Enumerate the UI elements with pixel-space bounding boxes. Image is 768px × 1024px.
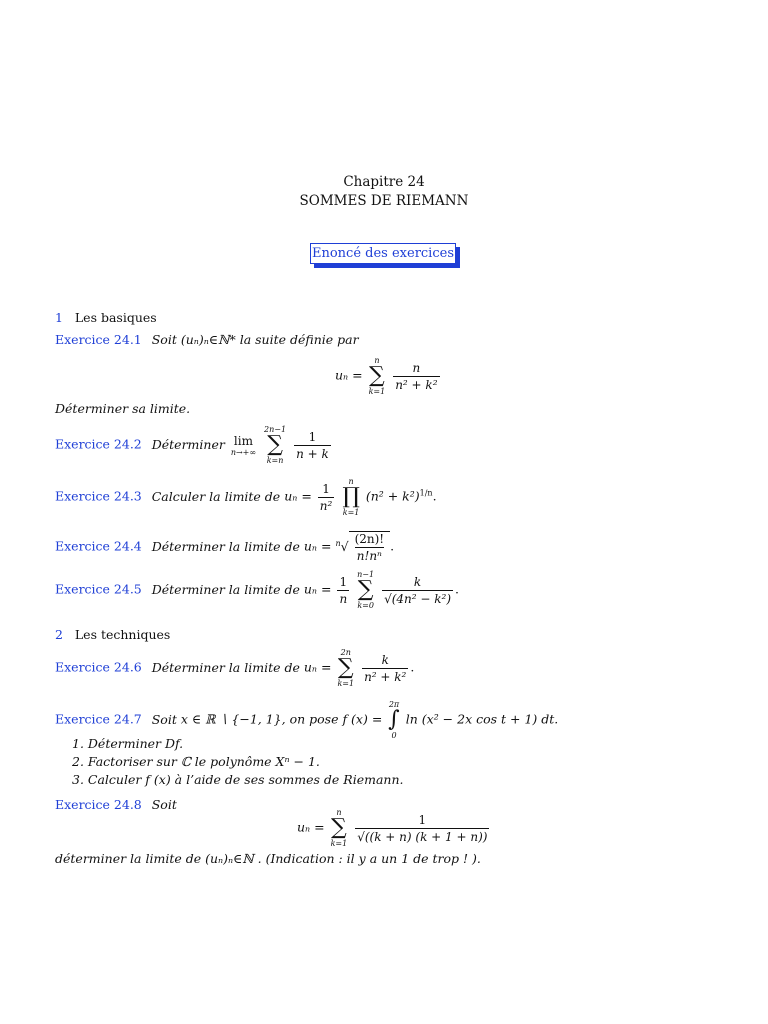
exercise-24-1-question: Déterminer sa limite. — [55, 401, 191, 416]
list-item: 3. Calculer f (x) à l’aide de ses sommes de Riemann. — [72, 772, 404, 787]
section-heading: 2 Les techniques — [55, 627, 171, 642]
exercise-24-4: Exercice 24.4 Déterminer la limite de uₙ = $^n$√ $\frac{(2n)!}{\text{n!nⁿ}}$ . — [55, 532, 395, 563]
exercise-24-6: Exercice 24.6 Déterminer la limite de uₙ = 2n ∑ k=1 $\frac{k}{\text{n² + k²}}$ . — [55, 648, 415, 688]
list-item: 1. Déterminer Df. — [72, 736, 184, 751]
enonce-box — [310, 243, 456, 264]
exercise-24-1: Exercice 24.1 Soit (uₙ)ₙ∈ℕ* la suite définie par — [55, 332, 359, 347]
exercise-24-3: Exercice 24.3 Calculer la limite de uₙ = $\frac{1}{\text{n²}}$ n ∏ k=1 $(n^2 + k^2)^{1/n}$. — [55, 477, 437, 517]
exercise-24-7-items — [72, 735, 403, 789]
exercise-24-7: Exercice 24.7 Soit x ∈ ℝ ∖ {−1, 1}, on pose f (x) = 2π ∫ 0 ln (x² − 2x cos t + 1) dt. — [55, 700, 559, 740]
formula-24-1: uₙ = n ∑ k=1 $\frac{n}{\text{n² + k²}}$ — [335, 356, 438, 396]
chapter-label: Chapitre 24 — [343, 174, 425, 190]
exercise-24-2: Exercice 24.2 Déterminer lim n→+∞ 2n−1 ∑ k=n $\frac{1}{n + k}$ — [55, 425, 329, 465]
enonce-label: Enoncé des exercices — [310, 243, 456, 264]
section-heading: 1 Les basiques — [55, 310, 157, 325]
list-item: 2. Factoriser sur ℂ le polynôme Xⁿ − 1. — [72, 754, 320, 769]
chapter-title: SOMMES DE RIEMANN — [299, 193, 469, 209]
exercise-24-8: Exercice 24.8 Soit — [55, 797, 177, 812]
exercise-24-5: Exercice 24.5 Déterminer la limite de uₙ = $\frac{1}{n}$ n−1 ∑ k=0 $\frac{k}{\text{√(4n² − k²)}}$ . — [55, 570, 460, 610]
formula-24-8: uₙ = n ∑ k=1 $\frac{1}{√((k + n) (k + 1 + n))}$ — [297, 808, 488, 848]
exercise-24-8-question: déterminer la limite de (uₙ)ₙ∈ℕ . (Indication : il y a un 1 de trop ! ). — [55, 851, 481, 866]
